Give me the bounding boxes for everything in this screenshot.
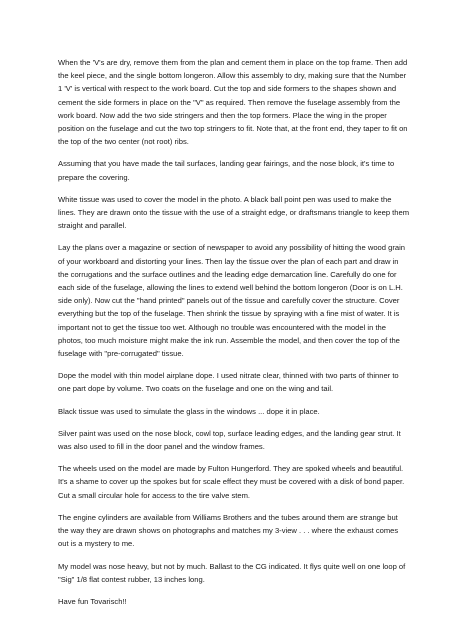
paragraph-covering-intro: Assuming that you have made the tail surfaces, landing gear fairings, and the nose block, it's time to prepare the covering. [58, 159, 395, 182]
paragraph-white-tissue: White tissue was used to cover the model in the photo. A black ball point pen was used to make the lines. They are drawn onto the tissue with the use of a straight edge, or draftsmans triangle to keep them straight and parallel. [58, 194, 410, 231]
paragraph-tissue-procedure: Lay the plans over a magazine or section of newspaper to avoid any possibility of hitting the wood grain of your workboard and distorting your lines. Then lay the tissue over the plan of each part and draw in the corrugations and the surface outlines and the leading edge demarcation line. Carefully do one for each side of the fuselage, allowing the lines to extend well behind the bottom longeron (Door is on L.H. side only). Now cut the "hand printed" panels out of the tissue and carefully cover the structure. Cover everything but the top of the fuselage. Then shrink the tissue by spraying with a fine mist of water. It is important not to get the tissue too wet. Although no trouble was encountered with the model in the photos, too much moisture might make the ink run. Assemble the model, and then cover the top of the fuselage with "pre-corrugated" tissue. [58, 243, 405, 359]
paragraph-balance: My model was nose heavy, but not by much. Ballast to the CG indicated. It flys quite well on one loop of "Sig" 1/8 flat contest rubber, 13 inches long. [58, 561, 406, 584]
paragraph-black-tissue: Black tissue was used to simulate the glass in the windows ... dope it in place. [58, 406, 320, 416]
paragraph-dope: Dope the model with thin model airplane dope. I used nitrate clear, thinned with two parts of thinner to one part dope by volume. Two coats on the fuselage and one on the wing and tail. [58, 371, 399, 394]
paragraph-assembly: When the 'V's are dry, remove them from the plan and cement them in place on the top frame. Then add the keel piece, and the single bottom longeron. Allow this assembly to dry, making sure that the Number 1 'V' is vertical with respect to the work board. Cut the top and side formers to the shapes shown and cement the side formers in place on the "V" as required. Then remove the fuselage assembly from the work board. Now add the two side stringers and then the top formers. Place the wing in the proper position on the fuselage and cut the two top stringers to fit. Note that, at the front end, they taper to fit on the top of the two center (not root) ribs. [58, 58, 408, 147]
paragraph-silver-paint: Silver paint was used on the nose block, cowl top, surface leading edges, and the landing gear strut. It was also used to fill in the door panel and the window frames. [58, 428, 401, 452]
paragraph-wheels: The wheels used on the model are made by Fulton Hungerford. They are spoked wheels and beautiful. It's a shame to cover up the spokes but for scale effect they must be covered with a disk of bond paper. Cut a small circular hole for access to the tire valve stem. [58, 464, 405, 500]
document-page [58, 56, 410, 617]
paragraph-signoff: Have fun Tovarisch!! [58, 596, 127, 606]
paragraph-engine-cylinders: The engine cylinders are available from Williams Brothers and the tubes around them are strange but the way they are drawn shows on photographs and matches my 3-view . . . where the exhaust comes out is a mystery to me. [58, 512, 399, 549]
